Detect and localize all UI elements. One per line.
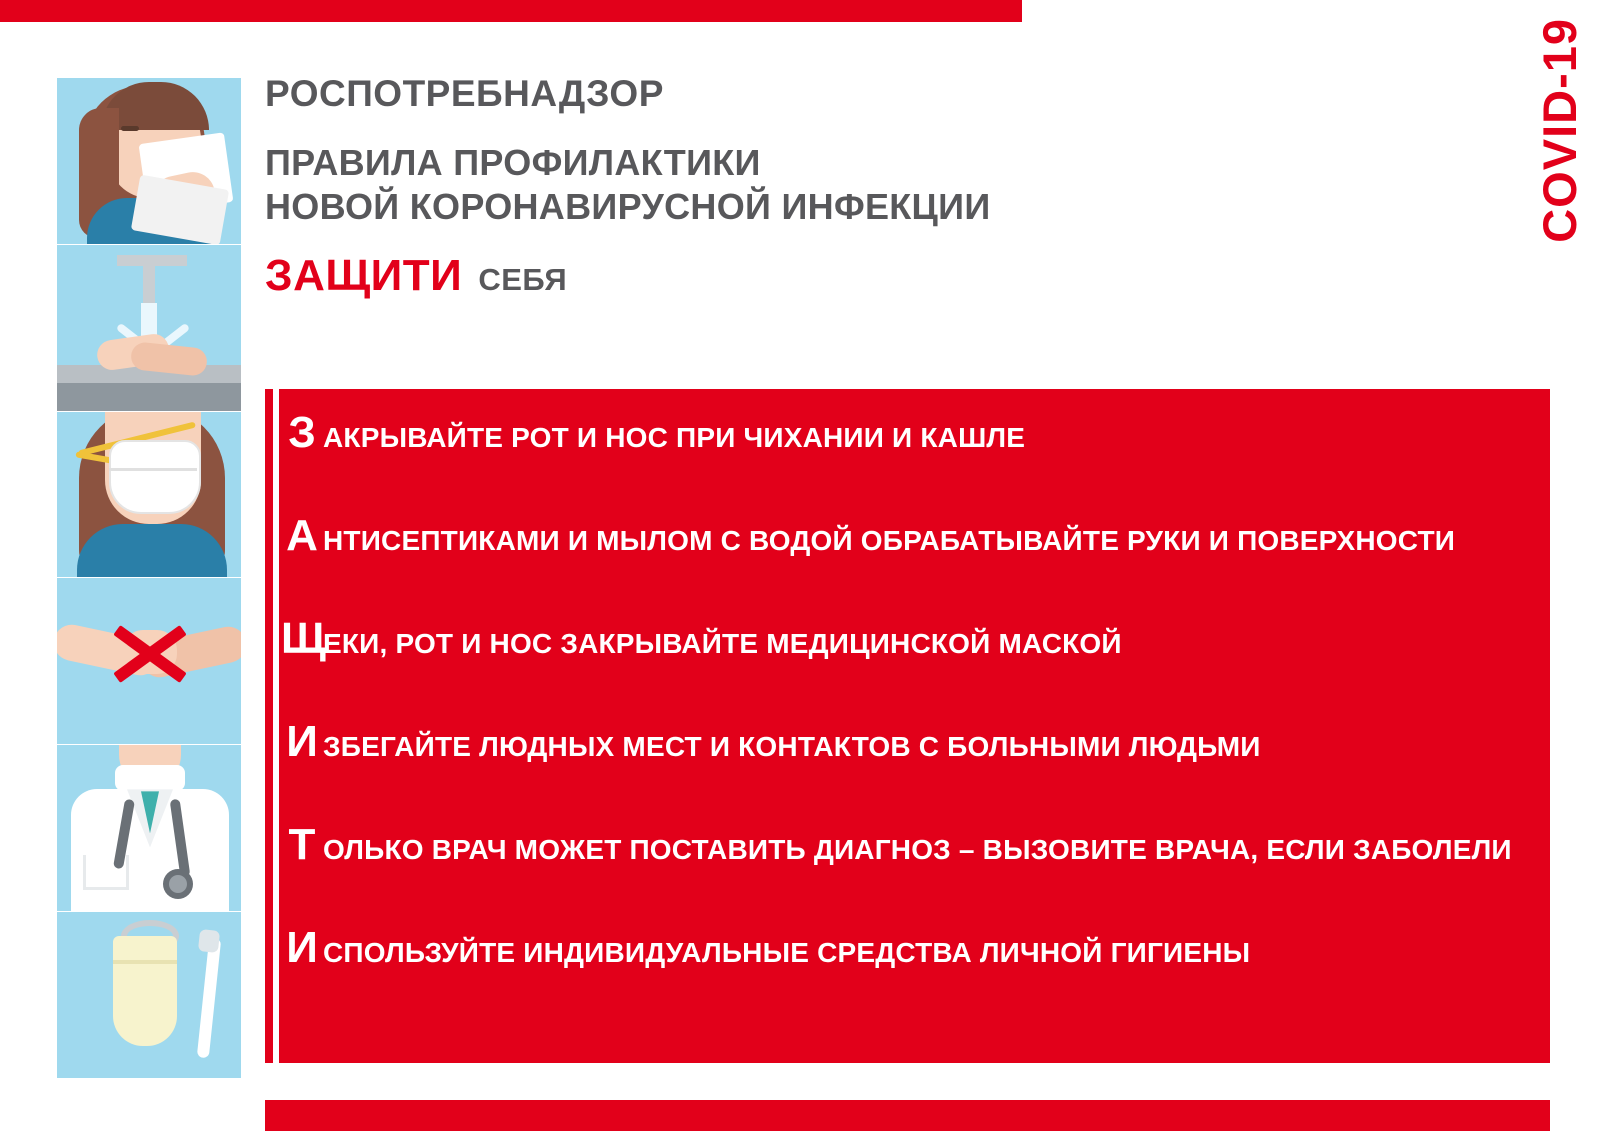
rules-list — [265, 389, 1550, 1063]
photo-doctor — [57, 745, 241, 911]
rule-letter: Т — [288, 820, 316, 869]
poster-header — [265, 74, 1445, 301]
rule-letter: А — [286, 511, 318, 560]
photo-respirator-mask — [57, 412, 241, 578]
rule-letter: И — [286, 717, 318, 766]
rule-text: ЗБЕГАЙТЕ ЛЮДНЫХ МЕСТ И КОНТАКТОВ С БОЛЬНЫМИ ЛЮДЬМИ — [323, 731, 1261, 762]
rule-text: ОЛЬКО ВРАЧ МОЖЕТ ПОСТАВИТЬ ДИАГНОЗ – ВЫЗОВИТЕ ВРАЧА, ЕСЛИ ЗАБОЛЕЛИ — [323, 834, 1512, 865]
photo-washing-hands — [57, 245, 241, 411]
rule-text: НТИСЕПТИКАМИ И МЫЛОМ С ВОДОЙ ОБРАБАТЫВАЙТЕ РУКИ И ПОВЕРХНОСТИ — [323, 525, 1456, 556]
bottom-red-bar — [265, 1100, 1550, 1131]
rule-text: АКРЫВАЙТЕ РОТ И НОС ПРИ ЧИХАНИИ И КАШЛЕ — [323, 422, 1026, 453]
protect-object: СЕБЯ — [478, 261, 568, 297]
rule-letter: Щ — [281, 614, 326, 663]
rule-letter: З — [288, 408, 316, 457]
rule-row — [265, 923, 1550, 1029]
rule-text: СПОЛЬЗУЙТЕ ИНДИВИДУАЛЬНЫЕ СРЕДСТВА ЛИЧНОЙ ГИГИЕНЫ — [323, 937, 1251, 968]
top-red-bar — [0, 0, 1022, 22]
rule-text: ЕКИ, РОТ И НОС ЗАКРЫВАЙТЕ МЕДИЦИНСКОЙ МАСКОЙ — [323, 628, 1122, 659]
covid-19-text: COVID-19 — [1532, 18, 1586, 243]
title-line-2: НОВОЙ КОРОНАВИРУСНОЙ ИНФЕКЦИИ — [265, 185, 991, 227]
illustration-strip — [57, 78, 241, 1078]
photo-sneeze-into-tissue — [57, 78, 241, 244]
title-line-1: ПРАВИЛА ПРОФИЛАКТИКИ — [265, 141, 761, 183]
protect-word: ЗАЩИТИ — [265, 250, 463, 300]
organization-name: РОСПОТРЕБНАДЗОР — [265, 73, 664, 114]
protect-heading — [265, 251, 1445, 301]
photo-no-handshake — [57, 578, 241, 744]
rule-letter: И — [286, 923, 318, 972]
rule-row — [265, 408, 1550, 514]
rule-row — [265, 820, 1550, 926]
covid-19-vertical-label — [1524, 18, 1594, 338]
rule-row — [265, 717, 1550, 823]
rule-row — [265, 614, 1550, 720]
photo-towel-toothbrush — [57, 912, 241, 1078]
rule-row — [265, 511, 1550, 617]
